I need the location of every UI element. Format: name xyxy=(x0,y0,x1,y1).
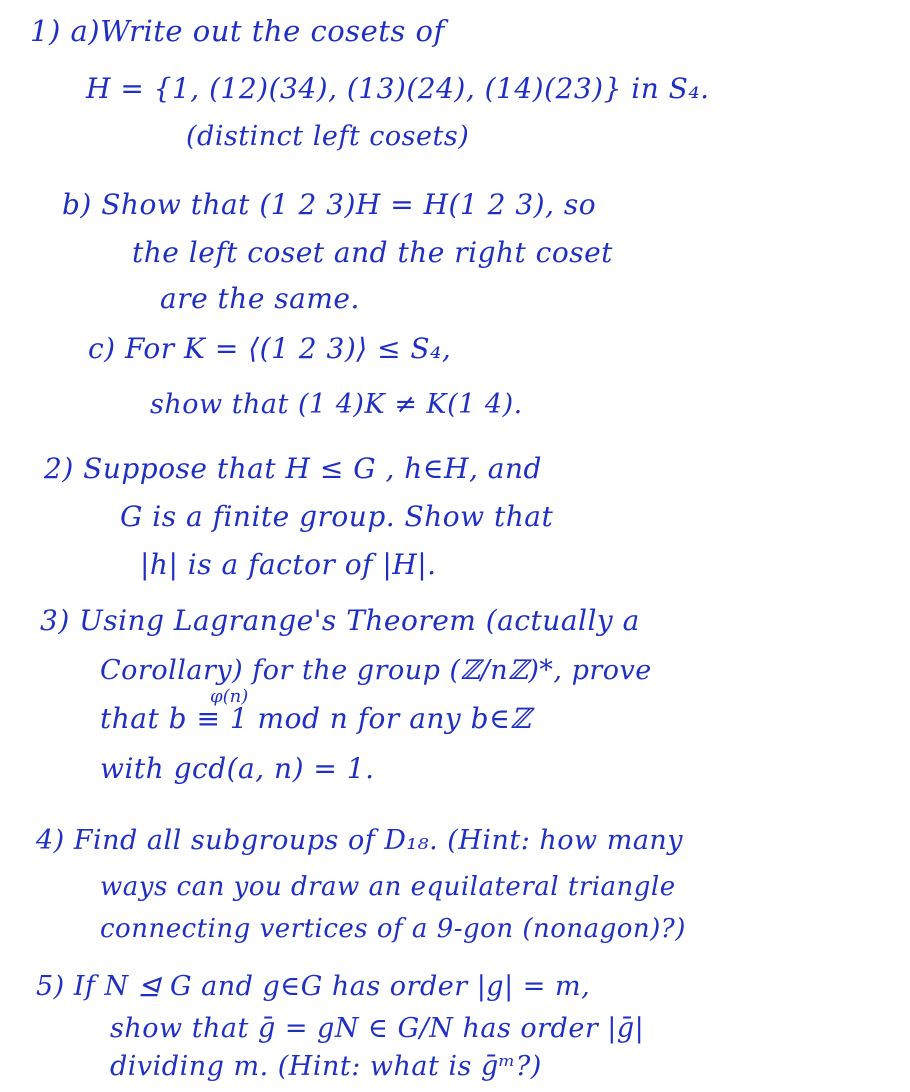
problem-3-exponent: φ(n) xyxy=(210,686,249,707)
problem-5-line-1: 5) If N ⊴ G and g∈G has order |g| = m, xyxy=(36,971,591,1002)
problem-1a-line-2: H = {1, (12)(34), (13)(24), (14)(23)} in S₄. xyxy=(86,72,710,105)
problem-2-line-3: |h| is a factor of |H|. xyxy=(140,548,437,581)
problem-4-line-3: connecting vertices of a 9-gon (nonagon)?) xyxy=(100,914,686,944)
problem-4-line-2: ways can you draw an equilateral triangle xyxy=(100,872,676,902)
problem-1a-line-1: 1) a)Write out the cosets of xyxy=(30,14,445,48)
problem-1b-line-3: are the same. xyxy=(160,282,360,315)
problem-3-line-3: that b ≡ 1 mod n for any b∈ℤ xyxy=(100,702,532,735)
problem-5-line-3: dividing m. (Hint: what is ḡᵐ?) xyxy=(110,1051,542,1082)
problem-2-line-2: G is a finite group. Show that xyxy=(120,500,554,533)
problem-3-line-4: with gcd(a, n) = 1. xyxy=(100,752,375,785)
problem-3-line-1: 3) Using Lagrange's Theorem (actually a xyxy=(40,604,640,637)
problem-5-line-2: show that ḡ = gN ∈ G/N has order |ḡ| xyxy=(110,1013,645,1044)
problem-1a-line-3: (distinct left cosets) xyxy=(186,121,470,152)
problem-1b-line-1: b) Show that (1 2 3)H = H(1 2 3), so xyxy=(62,188,597,221)
problem-1b-line-2: the left coset and the right coset xyxy=(132,236,613,269)
problem-1c-line-2: show that (1 4)K ≠ K(1 4). xyxy=(150,389,523,420)
problem-4-line-1: 4) Find all subgroups of D₁₈. (Hint: how many xyxy=(36,825,684,856)
problem-1c-line-1: c) For K = ⟨(1 2 3)⟩ ≤ S₄, xyxy=(88,332,452,365)
problem-2-line-1: 2) Suppose that H ≤ G , h∈H, and xyxy=(44,452,542,485)
problem-3-line-2: Corollary) for the group (ℤ/nℤ)*, prove xyxy=(100,655,652,686)
